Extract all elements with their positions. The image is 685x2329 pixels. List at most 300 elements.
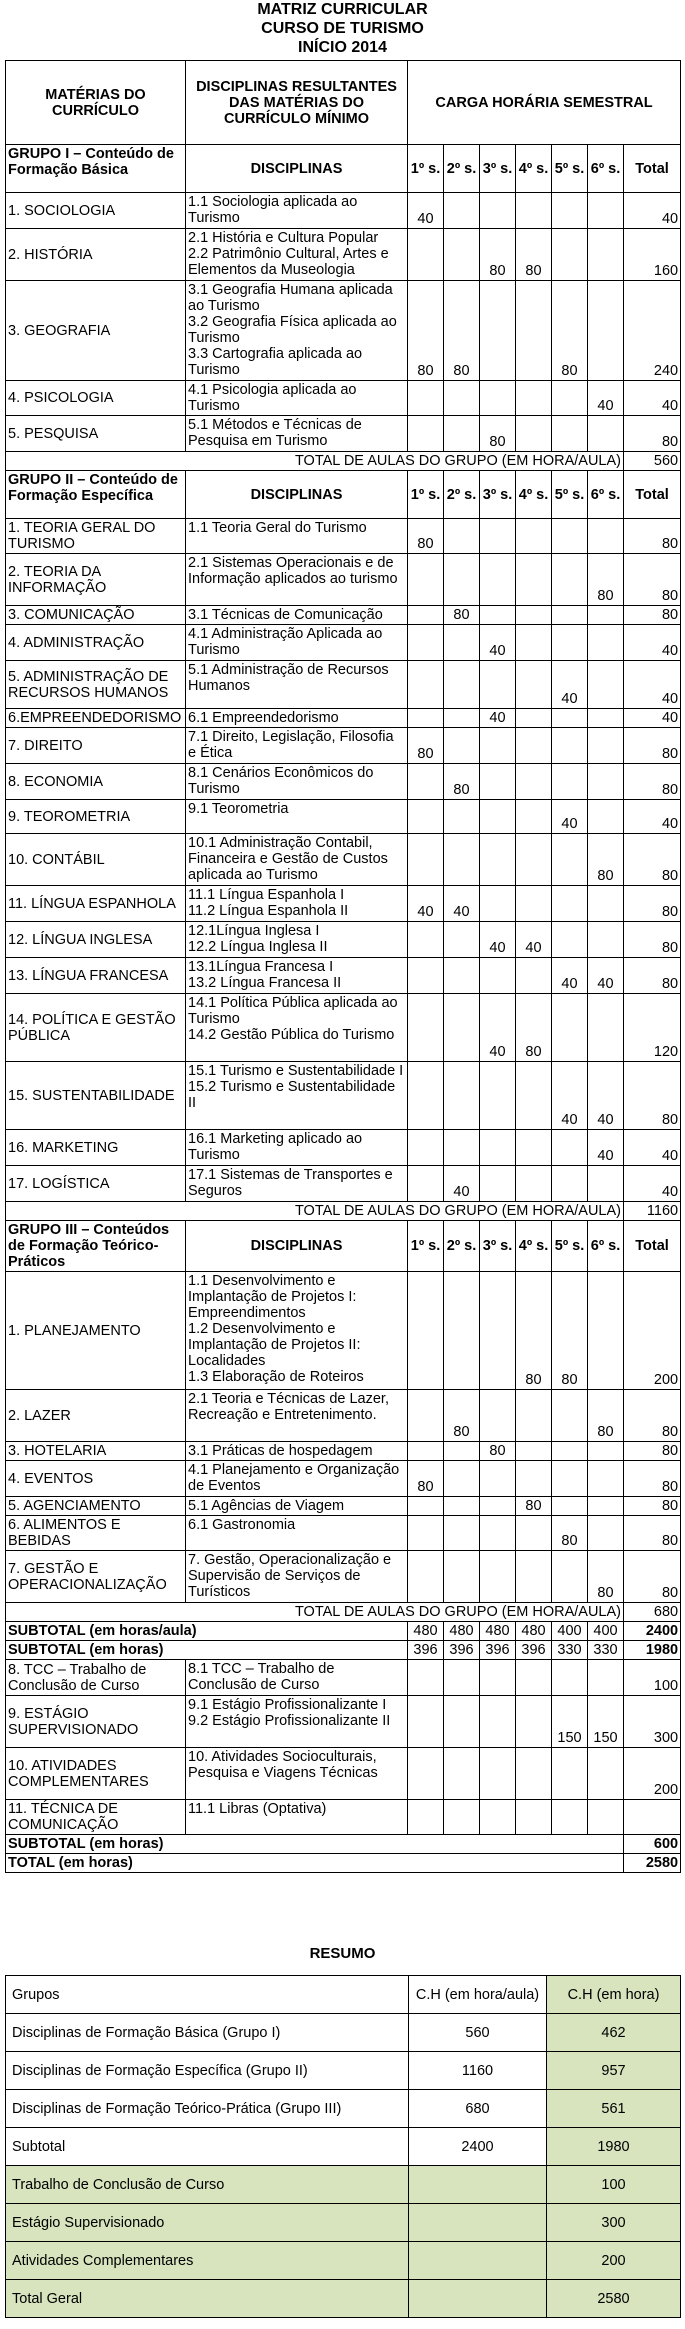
- semester-hours-cell: 80: [552, 281, 588, 381]
- semester-label: 4º s.: [516, 145, 552, 193]
- semester-label: 1º s.: [408, 1221, 444, 1272]
- semester-hours-cell: [516, 1696, 552, 1748]
- row-total-cell: 40: [624, 1130, 681, 1166]
- semester-hours-cell: [408, 1442, 444, 1461]
- resumo-row: [6, 2052, 681, 2090]
- resumo-group-label: Disciplinas de Formação Teórico-Prática (Grupo III): [6, 2090, 409, 2128]
- resumo-ch-aula: 680: [409, 2090, 547, 2128]
- semester-hours-cell: [444, 381, 480, 416]
- semester-hours-cell: 40: [480, 625, 516, 661]
- disciplina-cell: 6.1 Gastronomia: [186, 1516, 408, 1551]
- semester-hours-cell: 80: [588, 834, 624, 886]
- semester-hours-cell: [588, 922, 624, 958]
- row-total-cell: 80: [624, 606, 681, 625]
- table-row: [6, 519, 681, 554]
- resumo-row: [6, 2166, 681, 2204]
- subtotal-label: SUBTOTAL (em horas/aula): [6, 1622, 408, 1641]
- semester-hours-cell: [444, 922, 480, 958]
- materia-cell: 8. TCC – Trabalho de Conclusão de Curso: [6, 1660, 186, 1696]
- semester-hours-cell: [408, 1272, 444, 1390]
- semester-hours-cell: [480, 661, 516, 709]
- subtotal-semester-cell: 396: [480, 1641, 516, 1660]
- header-materias: MATÉRIAS DO CURRÍCULO: [6, 61, 186, 145]
- semester-hours-cell: [408, 834, 444, 886]
- resumo-ch-aula: [409, 2280, 547, 2318]
- semester-hours-cell: [444, 1696, 480, 1748]
- subtotal-value: 2400: [624, 1622, 681, 1641]
- materia-cell: 7. DIREITO: [6, 728, 186, 764]
- row-total-cell: 80: [624, 834, 681, 886]
- semester-hours-cell: [408, 1696, 444, 1748]
- group-total-label: TOTAL DE AULAS DO GRUPO (EM HORA/AULA): [6, 452, 624, 471]
- semester-hours-cell: 80: [588, 554, 624, 606]
- semester-hours-cell: [480, 800, 516, 834]
- table-row: [6, 193, 681, 229]
- semester-hours-cell: [516, 1800, 552, 1835]
- semester-hours-cell: [552, 834, 588, 886]
- semester-hours-cell: [408, 709, 444, 728]
- resumo-group-label: Trabalho de Conclusão de Curso: [6, 2166, 409, 2204]
- semester-hours-cell: [552, 1166, 588, 1202]
- resumo-group-label: Subtotal: [6, 2128, 409, 2166]
- semester-hours-cell: [588, 193, 624, 229]
- semester-label: Total: [624, 1221, 681, 1272]
- semester-hours-cell: [408, 661, 444, 709]
- resumo-row: [6, 2090, 681, 2128]
- materia-cell: 6.EMPREENDEDORISMO: [6, 709, 186, 728]
- row-total-cell: 200: [624, 1272, 681, 1390]
- final-total-label: TOTAL (em horas): [6, 1854, 624, 1873]
- materia-cell: 11. LÍNGUA ESPANHOLA: [6, 886, 186, 922]
- semester-hours-cell: 150: [552, 1696, 588, 1748]
- disciplina-cell: 3.1 Práticas de hospedagem: [186, 1442, 408, 1461]
- materia-cell: 10. ATIVIDADES COMPLEMENTARES: [6, 1748, 186, 1800]
- final-total-label: SUBTOTAL (em horas): [6, 1835, 624, 1854]
- semester-hours-cell: [444, 958, 480, 994]
- semester-hours-cell: [480, 1062, 516, 1130]
- semester-hours-cell: [588, 709, 624, 728]
- table-row: [6, 229, 681, 281]
- group-total-row: [6, 1202, 681, 1221]
- semester-hours-cell: [588, 1461, 624, 1497]
- row-total-cell: 80: [624, 1062, 681, 1130]
- subtotal-semester-cell: 400: [552, 1622, 588, 1641]
- materia-cell: 17. LOGÍSTICA: [6, 1166, 186, 1202]
- table-row: [6, 661, 681, 709]
- table-row: [6, 1800, 681, 1835]
- resumo-group-label: Atividades Complementares: [6, 2242, 409, 2280]
- disciplina-cell: 10. Atividades Socioculturais, Pesquisa e Viagens Técnicas: [186, 1748, 408, 1800]
- resumo-ch-aula: 560: [409, 2014, 547, 2052]
- semester-hours-cell: [516, 193, 552, 229]
- semester-hours-cell: 80: [408, 728, 444, 764]
- semester-hours-cell: [516, 416, 552, 452]
- table-row: [6, 886, 681, 922]
- table-row: [6, 1272, 681, 1390]
- semester-hours-cell: [480, 381, 516, 416]
- materia-cell: 13. LÍNGUA FRANCESA: [6, 958, 186, 994]
- semester-hours-cell: [588, 606, 624, 625]
- disciplina-cell: 4.1 Psicologia aplicada ao Turismo: [186, 381, 408, 416]
- resumo-row: [6, 2280, 681, 2318]
- subtotal-semester-cell: 396: [516, 1641, 552, 1660]
- materia-cell: 5. ADMINISTRAÇÃO DE RECURSOS HUMANOS: [6, 661, 186, 709]
- semester-hours-cell: [480, 606, 516, 625]
- semester-hours-cell: [408, 994, 444, 1062]
- group-total-row: [6, 1603, 681, 1622]
- document-title: [0, 0, 685, 57]
- subtotal-semester-cell: 330: [552, 1641, 588, 1660]
- semester-hours-cell: [480, 1551, 516, 1603]
- semester-hours-cell: [588, 1748, 624, 1800]
- resumo-ch-aula: [409, 2204, 547, 2242]
- disciplina-cell: 2.1 Teoria e Técnicas de Lazer, Recreação e Entretenimento.: [186, 1390, 408, 1442]
- materia-cell: 7. GESTÃO E OPERACIONALIZAÇÃO: [6, 1551, 186, 1603]
- semester-label: 2º s.: [444, 145, 480, 193]
- semester-hours-cell: [516, 606, 552, 625]
- semester-hours-cell: [588, 519, 624, 554]
- semester-label: 3º s.: [480, 1221, 516, 1272]
- semester-hours-cell: [588, 1516, 624, 1551]
- semester-hours-cell: [552, 764, 588, 800]
- resumo-ch-hora: 2580: [547, 2280, 681, 2318]
- group-total-value: 680: [624, 1603, 681, 1622]
- semester-hours-cell: 80: [408, 281, 444, 381]
- semester-hours-cell: [516, 625, 552, 661]
- subtotal-row: [6, 1622, 681, 1641]
- title-line-1: MATRIZ CURRICULAR: [257, 1, 428, 18]
- disciplina-cell: 6.1 Empreendedorismo: [186, 709, 408, 728]
- table-row: [6, 1442, 681, 1461]
- semester-hours-cell: [588, 281, 624, 381]
- semester-hours-cell: 150: [588, 1696, 624, 1748]
- group-header-row: [6, 1221, 681, 1272]
- semester-hours-cell: [588, 728, 624, 764]
- semester-hours-cell: [588, 1800, 624, 1835]
- semester-hours-cell: 80: [552, 1272, 588, 1390]
- disciplina-cell: 7.1 Direito, Legislação, Filosofia e Ética: [186, 728, 408, 764]
- semester-hours-cell: [444, 1062, 480, 1130]
- semester-hours-cell: 80: [480, 416, 516, 452]
- group-total-value: 1160: [624, 1202, 681, 1221]
- semester-hours-cell: [444, 229, 480, 281]
- resumo-ch-hora: 561: [547, 2090, 681, 2128]
- semester-label: 5º s.: [552, 1221, 588, 1272]
- disciplina-cell: 9.1 Estágio Profissionalizante I 9.2 Estágio Profissionalizante II: [186, 1696, 408, 1748]
- semester-hours-cell: 40: [552, 800, 588, 834]
- disciplina-cell: 1.1 Desenvolvimento e Implantação de Projetos I: Empreendimentos 1.2 Desenvolvimento e Implantação de Projetos II: Localidades 1.3 Elaboração de Roteiros: [186, 1272, 408, 1390]
- semester-label: 2º s.: [444, 1221, 480, 1272]
- group-title: GRUPO I – Conteúdo de Formação Básica: [6, 145, 186, 193]
- table-row: [6, 1390, 681, 1442]
- row-total-cell: 80: [624, 1551, 681, 1603]
- semester-hours-cell: 80: [588, 1390, 624, 1442]
- semester-hours-cell: [444, 193, 480, 229]
- subtotal-semester-cell: 396: [444, 1641, 480, 1660]
- semester-hours-cell: [444, 800, 480, 834]
- semester-hours-cell: 80: [552, 1516, 588, 1551]
- resumo-ch-hora: 1980: [547, 2128, 681, 2166]
- semester-hours-cell: [516, 1390, 552, 1442]
- table-row: [6, 1166, 681, 1202]
- disciplina-cell: 9.1 Teorometria: [186, 800, 408, 834]
- semester-hours-cell: [516, 661, 552, 709]
- semester-hours-cell: [444, 661, 480, 709]
- semester-hours-cell: [480, 1272, 516, 1390]
- materia-cell: 9. ESTÁGIO SUPERVISIONADO: [6, 1696, 186, 1748]
- semester-hours-cell: [552, 416, 588, 452]
- table-row: [6, 728, 681, 764]
- subtotal-semester-cell: 480: [480, 1622, 516, 1641]
- row-total-cell: 200: [624, 1748, 681, 1800]
- group-total-value: 560: [624, 452, 681, 471]
- row-total-cell: 80: [624, 1461, 681, 1497]
- semester-hours-cell: [408, 1748, 444, 1800]
- group-total-row: [6, 452, 681, 471]
- semester-hours-cell: [444, 1516, 480, 1551]
- semester-hours-cell: 80: [444, 1390, 480, 1442]
- subtotal-semester-cell: 480: [444, 1622, 480, 1641]
- disciplina-cell: 8.1 Cenários Econômicos do Turismo: [186, 764, 408, 800]
- subtotal-semester-cell: 480: [408, 1622, 444, 1641]
- resumo-ch-hora: 300: [547, 2204, 681, 2242]
- semester-hours-cell: 80: [444, 281, 480, 381]
- table-row: [6, 1748, 681, 1800]
- semester-label: Total: [624, 471, 681, 519]
- semester-hours-cell: [480, 764, 516, 800]
- semester-hours-cell: [444, 1272, 480, 1390]
- table-header-row: [6, 61, 681, 145]
- row-total-cell: 80: [624, 519, 681, 554]
- disciplinas-label: DISCIPLINAS: [186, 1221, 408, 1272]
- semester-hours-cell: [408, 554, 444, 606]
- table-row: [6, 1461, 681, 1497]
- materia-cell: 4. EVENTOS: [6, 1461, 186, 1497]
- header-disciplinas-resultantes: DISCIPLINAS RESULTANTES DAS MATÉRIAS DO CURRÍCULO MÍNIMO: [186, 61, 408, 145]
- disciplina-cell: 5.1 Administração de Recursos Humanos: [186, 661, 408, 709]
- materia-cell: 5. AGENCIAMENTO: [6, 1497, 186, 1516]
- materia-cell: 6. ALIMENTOS E BEBIDAS: [6, 1516, 186, 1551]
- semester-hours-cell: [588, 661, 624, 709]
- semester-hours-cell: [552, 709, 588, 728]
- semester-hours-cell: [516, 1516, 552, 1551]
- semester-hours-cell: [516, 519, 552, 554]
- subtotal-semester-cell: 400: [588, 1622, 624, 1641]
- disciplina-cell: 12.1Língua Inglesa I 12.2 Língua Inglesa II: [186, 922, 408, 958]
- semester-label: 3º s.: [480, 145, 516, 193]
- disciplina-cell: 7. Gestão, Operacionalização e Supervisão de Serviços de Turísticos: [186, 1551, 408, 1603]
- disciplina-cell: 17.1 Sistemas de Transportes e Seguros: [186, 1166, 408, 1202]
- semester-hours-cell: [552, 922, 588, 958]
- disciplina-cell: 10.1 Administração Contabil, Financeira e Gestão de Custos aplicada ao Turismo: [186, 834, 408, 886]
- materia-cell: 11. TÉCNICA DE COMUNICAÇÃO: [6, 1800, 186, 1835]
- resumo-group-label: Total Geral: [6, 2280, 409, 2318]
- table-row: [6, 764, 681, 800]
- semester-hours-cell: 40: [444, 886, 480, 922]
- semester-label: 6º s.: [588, 145, 624, 193]
- semester-hours-cell: [408, 606, 444, 625]
- disciplina-cell: 5.1 Métodos e Técnicas de Pesquisa em Turismo: [186, 416, 408, 452]
- materia-cell: 1. SOCIOLOGIA: [6, 193, 186, 229]
- semester-hours-cell: [480, 193, 516, 229]
- semester-hours-cell: [588, 1166, 624, 1202]
- table-row: [6, 1516, 681, 1551]
- semester-hours-cell: [444, 1461, 480, 1497]
- disciplina-cell: 4.1 Administração Aplicada ao Turismo: [186, 625, 408, 661]
- semester-hours-cell: [516, 1551, 552, 1603]
- semester-hours-cell: [444, 1442, 480, 1461]
- row-total-cell: 40: [624, 661, 681, 709]
- resumo-ch-aula: 1160: [409, 2052, 547, 2090]
- semester-hours-cell: [444, 709, 480, 728]
- table-row: [6, 606, 681, 625]
- semester-hours-cell: [444, 625, 480, 661]
- table-row: [6, 709, 681, 728]
- table-row: [6, 1497, 681, 1516]
- row-total-cell: 40: [624, 709, 681, 728]
- resumo-ch-hora: 462: [547, 2014, 681, 2052]
- disciplina-cell: 1.1 Sociologia aplicada ao Turismo: [186, 193, 408, 229]
- materia-cell: 1. PLANEJAMENTO: [6, 1272, 186, 1390]
- final-total-value: 2580: [624, 1854, 681, 1873]
- semester-hours-cell: [444, 834, 480, 886]
- semester-hours-cell: [552, 1800, 588, 1835]
- table-row: [6, 625, 681, 661]
- table-row: [6, 1660, 681, 1696]
- resumo-header-grupos: Grupos: [6, 1976, 409, 2014]
- semester-hours-cell: [516, 886, 552, 922]
- semester-label: 1º s.: [408, 471, 444, 519]
- semester-label: 6º s.: [588, 471, 624, 519]
- table-row: [6, 1062, 681, 1130]
- semester-hours-cell: [516, 1461, 552, 1497]
- semester-hours-cell: [480, 1696, 516, 1748]
- row-total-cell: 40: [624, 381, 681, 416]
- semester-hours-cell: [480, 1497, 516, 1516]
- semester-hours-cell: [516, 1660, 552, 1696]
- semester-hours-cell: [408, 1516, 444, 1551]
- semester-hours-cell: [408, 1130, 444, 1166]
- resumo-row: [6, 2242, 681, 2280]
- table-row: [6, 554, 681, 606]
- semester-hours-cell: [408, 958, 444, 994]
- table-row: [6, 1130, 681, 1166]
- semester-hours-cell: 40: [480, 709, 516, 728]
- subtotal-value: 1980: [624, 1641, 681, 1660]
- row-total-cell: 40: [624, 800, 681, 834]
- semester-hours-cell: [444, 416, 480, 452]
- semester-hours-cell: [552, 1390, 588, 1442]
- semester-hours-cell: [552, 193, 588, 229]
- semester-hours-cell: [588, 1442, 624, 1461]
- disciplina-cell: 3.1 Geografia Humana aplicada ao Turismo 3.2 Geografia Física aplicada ao Turismo 3.3 Cartografia aplicada ao Turismo: [186, 281, 408, 381]
- group-title: GRUPO III – Conteúdos de Formação Teórico-Práticos: [6, 1221, 186, 1272]
- semester-hours-cell: [516, 800, 552, 834]
- row-total-cell: 80: [624, 728, 681, 764]
- semester-label: 4º s.: [516, 471, 552, 519]
- semester-label: Total: [624, 145, 681, 193]
- semester-label: 4º s.: [516, 1221, 552, 1272]
- semester-hours-cell: 40: [588, 1130, 624, 1166]
- resumo-ch-hora: 957: [547, 2052, 681, 2090]
- disciplina-cell: 8.1 TCC – Trabalho de Conclusão de Curso: [186, 1660, 408, 1696]
- semester-hours-cell: [552, 554, 588, 606]
- semester-hours-cell: [444, 1497, 480, 1516]
- semester-hours-cell: [408, 229, 444, 281]
- title-line-3: INÍCIO 2014: [298, 39, 387, 56]
- row-total-cell: 80: [624, 1497, 681, 1516]
- disciplina-cell: 2.1 História e Cultura Popular 2.2 Patrimônio Cultural, Artes e Elementos da Museologia: [186, 229, 408, 281]
- semester-hours-cell: 80: [408, 1461, 444, 1497]
- row-total-cell: 80: [624, 1390, 681, 1442]
- materia-cell: 2. LAZER: [6, 1390, 186, 1442]
- semester-hours-cell: 40: [516, 922, 552, 958]
- materia-cell: 1. TEORIA GERAL DO TURISMO: [6, 519, 186, 554]
- group-header-row: [6, 145, 681, 193]
- semester-hours-cell: [480, 834, 516, 886]
- group-title: GRUPO II – Conteúdo de Formação Específica: [6, 471, 186, 519]
- semester-hours-cell: [588, 1272, 624, 1390]
- row-total-cell: 80: [624, 764, 681, 800]
- materia-cell: 10. CONTÁBIL: [6, 834, 186, 886]
- header-carga-horaria: CARGA HORÁRIA SEMESTRAL: [408, 61, 681, 145]
- semester-hours-cell: [444, 1551, 480, 1603]
- semester-hours-cell: [444, 1800, 480, 1835]
- row-total-cell: 80: [624, 1442, 681, 1461]
- semester-hours-cell: [408, 764, 444, 800]
- semester-hours-cell: [516, 1062, 552, 1130]
- semester-hours-cell: [444, 1748, 480, 1800]
- semester-hours-cell: [480, 519, 516, 554]
- semester-hours-cell: [516, 1166, 552, 1202]
- materia-cell: 3. GEOGRAFIA: [6, 281, 186, 381]
- resumo-group-label: Disciplinas de Formação Específica (Grupo II): [6, 2052, 409, 2090]
- resumo-ch-hora: 200: [547, 2242, 681, 2280]
- semester-hours-cell: [552, 625, 588, 661]
- semester-hours-cell: [408, 1166, 444, 1202]
- semester-hours-cell: 80: [444, 764, 480, 800]
- materia-cell: 5. PESQUISA: [6, 416, 186, 452]
- disciplina-cell: 11.1 Língua Espanhola I 11.2 Língua Espanhola II: [186, 886, 408, 922]
- materia-cell: 16. MARKETING: [6, 1130, 186, 1166]
- table-row: [6, 994, 681, 1062]
- semester-hours-cell: 40: [588, 381, 624, 416]
- group-total-label: TOTAL DE AULAS DO GRUPO (EM HORA/AULA): [6, 1603, 624, 1622]
- row-total-cell: 80: [624, 886, 681, 922]
- semester-hours-cell: [552, 728, 588, 764]
- semester-hours-cell: [408, 1497, 444, 1516]
- table-row: [6, 922, 681, 958]
- semester-label: 2º s.: [444, 471, 480, 519]
- semester-hours-cell: [408, 1390, 444, 1442]
- disciplina-cell: 11.1 Libras (Optativa): [186, 1800, 408, 1835]
- row-total-cell: 40: [624, 1166, 681, 1202]
- semester-hours-cell: [516, 554, 552, 606]
- semester-hours-cell: [552, 519, 588, 554]
- resumo-header-ch-aula: C.H (em hora/aula): [409, 1976, 547, 2014]
- subtotal-semester-cell: 480: [516, 1622, 552, 1641]
- row-total-cell: 160: [624, 229, 681, 281]
- semester-hours-cell: 80: [444, 606, 480, 625]
- semester-hours-cell: 80: [480, 229, 516, 281]
- semester-hours-cell: 40: [444, 1166, 480, 1202]
- materia-cell: 9. TEOROMETRIA: [6, 800, 186, 834]
- semester-hours-cell: [588, 229, 624, 281]
- group-header-row: [6, 471, 681, 519]
- semester-hours-cell: 80: [516, 1272, 552, 1390]
- row-total-cell: 40: [624, 625, 681, 661]
- title-line-2: CURSO DE TURISMO: [261, 20, 424, 37]
